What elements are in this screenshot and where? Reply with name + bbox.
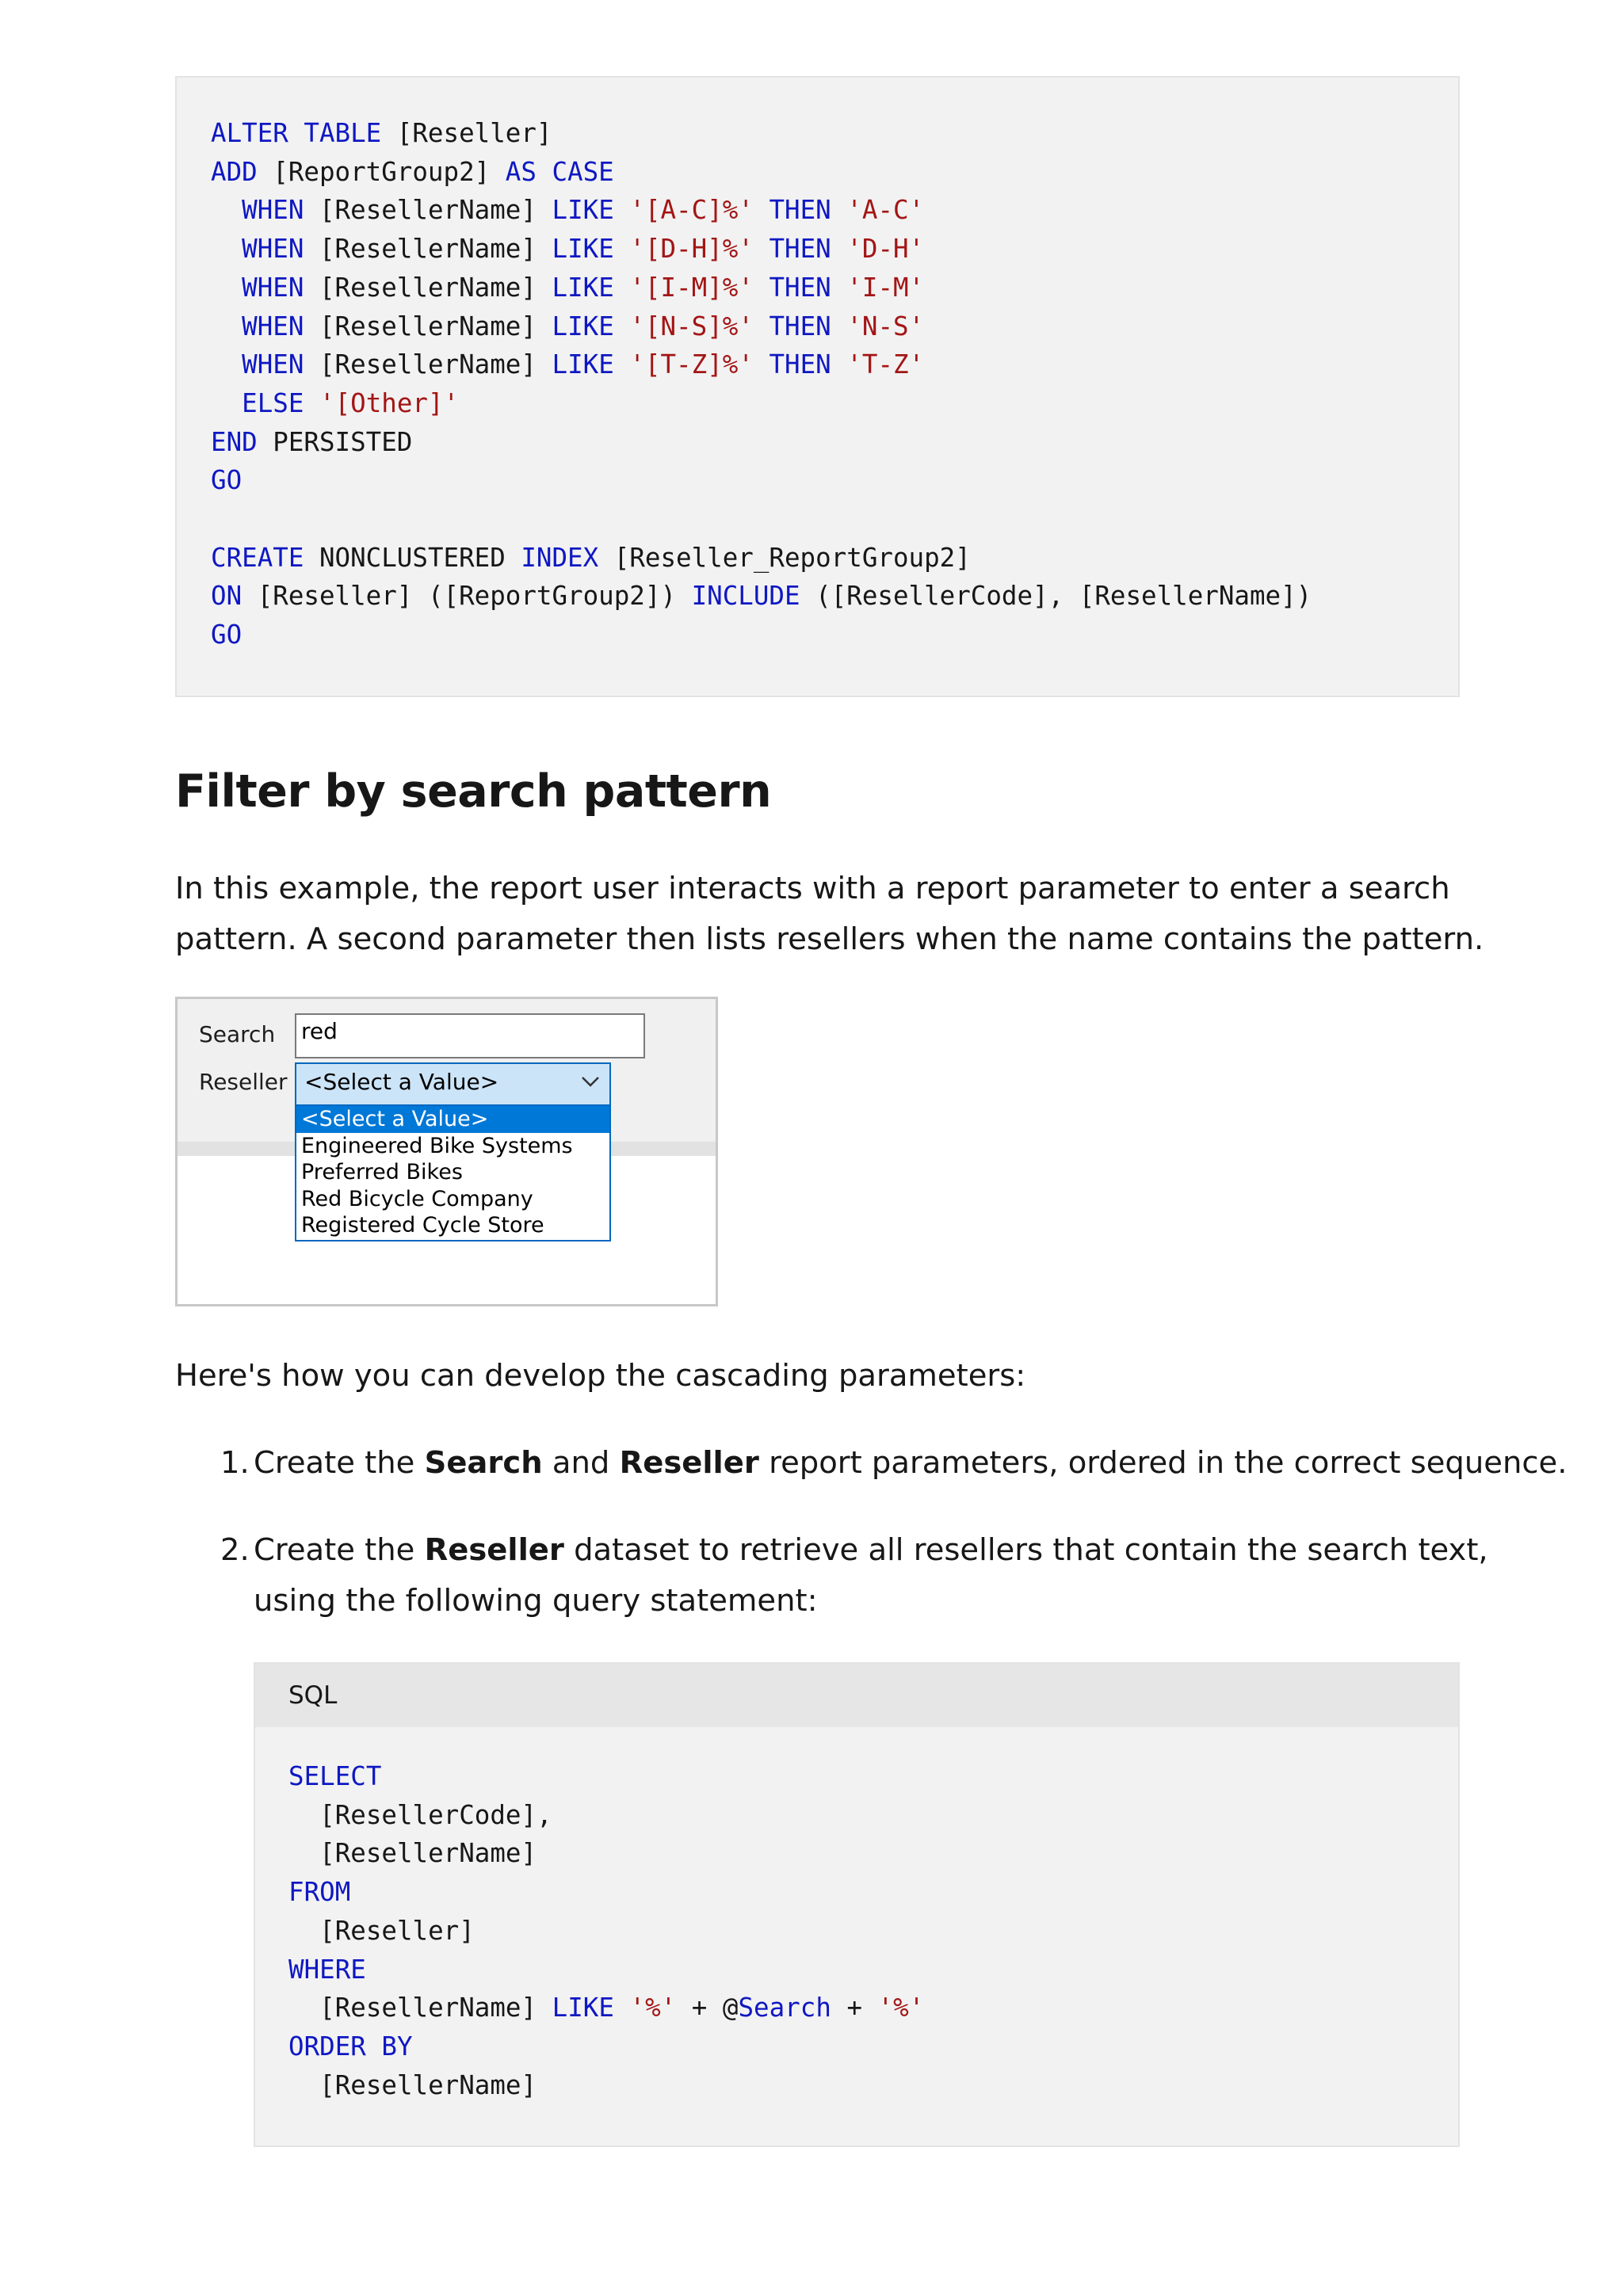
code-keyword: END [211, 426, 258, 457]
code-token [754, 273, 769, 303]
code-keyword: GO [211, 465, 242, 496]
dropdown-option[interactable]: <Select a Value> [296, 1106, 609, 1133]
step-2-reseller: Reseller [424, 1532, 564, 1568]
code-token: [ResellerName] [288, 1993, 552, 2023]
code-line [211, 153, 1312, 192]
code-line [211, 191, 1312, 230]
step-1-text [254, 1438, 1567, 1489]
code-token [614, 195, 630, 225]
code-token: [ResellerName] [304, 311, 552, 341]
code-line [211, 230, 1312, 269]
code-keyword: LIKE [552, 234, 614, 265]
step-2-part: Create the [254, 1532, 425, 1568]
code-keyword: ON [211, 581, 242, 612]
steps-intro: Here's how you can develop the cascading parameters: [175, 1358, 1026, 1394]
search-label: Search [199, 1021, 276, 1047]
code-line [288, 2027, 924, 2066]
step-2-text [254, 1525, 1488, 1576]
code-keyword: THEN [769, 311, 831, 341]
code-keyword: WHEN [242, 349, 304, 380]
code-token [614, 349, 630, 379]
code-keyword: THEN [769, 272, 831, 303]
code-token: [Reseller] [288, 1915, 475, 1946]
code-line [288, 1873, 924, 1912]
code-token: [ReportGroup2] [257, 156, 506, 187]
code-keyword: WHEN [242, 272, 304, 303]
code-keyword: GO [211, 620, 242, 650]
code-keyword: WHEN [242, 234, 304, 265]
code-line [211, 307, 1312, 346]
code-token: [ResellerName] [304, 234, 552, 265]
code-string: '[I-M]%' [629, 272, 754, 303]
code-token [211, 388, 242, 418]
code-token [614, 273, 630, 303]
code-token: NONCLUSTERED [304, 542, 521, 573]
code-line [288, 1951, 924, 1989]
code-string: '%' [877, 1993, 925, 2023]
code-keyword: LIKE [552, 1993, 614, 2023]
code-language-label: SQL [288, 1681, 338, 1710]
code-token [211, 349, 242, 379]
step-2-part: dataset to retrieve all resellers that contain the search text, [563, 1532, 1488, 1568]
code-token [211, 234, 242, 264]
code-string: '[N-S]%' [629, 311, 754, 341]
intro-paragraph-line-1: In this example, the report user interacts with a report parameter to enter a search [175, 871, 1450, 906]
dropdown-option[interactable]: Registered Cycle Store [301, 1213, 544, 1238]
code-keyword: LIKE [552, 349, 614, 380]
code-token: PERSISTED [257, 426, 413, 457]
code-token [211, 195, 242, 225]
code-line [211, 384, 1312, 423]
code-keyword: ELSE [242, 387, 304, 418]
code-token: [ResellerName] [288, 1838, 537, 1869]
code-token: ([ResellerCode], [ResellerName]) [800, 581, 1312, 612]
code-keyword: WHEN [242, 195, 304, 226]
reseller-select[interactable] [295, 1062, 611, 1106]
code-token [831, 311, 847, 341]
code-keyword: LIKE [552, 272, 614, 303]
code-string: '[T-Z]%' [629, 349, 754, 380]
code-block-alter-table [175, 76, 1460, 697]
code-line [288, 1757, 924, 1796]
step-1-part: report parameters, ordered in the correct sequence. [758, 1445, 1568, 1481]
code-keyword: INCLUDE [691, 581, 800, 612]
code-line [288, 2066, 924, 2105]
step-2-text-line-2: using the following query statement: [254, 1583, 818, 1619]
code-token [754, 311, 769, 341]
code-string: 'T-Z' [846, 349, 925, 380]
code-line [211, 461, 1312, 500]
code-token: [ResellerName] [304, 272, 552, 303]
step-1-search: Search [424, 1445, 543, 1481]
code-token [211, 273, 242, 303]
code-header [255, 1664, 1458, 1727]
code-token: [Reseller] [381, 118, 552, 148]
code-keyword: CREATE [211, 542, 304, 573]
code-block-sql-query [254, 1662, 1460, 2147]
code-keyword: WHERE [288, 1954, 366, 1985]
code-token: [ResellerCode], [288, 1799, 552, 1830]
step-1-part: and [542, 1445, 620, 1481]
code-line [288, 1834, 924, 1873]
code-token [211, 311, 242, 341]
code-token [614, 311, 630, 341]
code-keyword: LIKE [552, 311, 614, 341]
code-token [754, 349, 769, 379]
code-keyword: ADD [211, 156, 258, 187]
list-number-2: 2. [220, 1532, 250, 1568]
code-token: + [831, 1993, 878, 2023]
code-keyword: WHEN [242, 311, 304, 341]
code-line [288, 1796, 924, 1835]
code-line [211, 345, 1312, 384]
code-string: 'I-M' [846, 272, 925, 303]
code-token [831, 234, 847, 264]
reseller-dropdown-list [295, 1104, 611, 1241]
code-token [831, 195, 847, 225]
code-token [831, 349, 847, 379]
code-token [304, 388, 319, 418]
code-text [288, 1757, 924, 2104]
code-keyword: THEN [769, 349, 831, 380]
parameter-screenshot [175, 997, 718, 1306]
code-line [211, 616, 1312, 654]
step-1-part: Create the [254, 1445, 425, 1481]
code-token: [Reseller_ReportGroup2] [598, 542, 971, 573]
code-line [288, 1912, 924, 1951]
code-token: [ResellerName] [288, 2069, 537, 2100]
code-token [754, 195, 769, 225]
code-token [614, 234, 630, 264]
step-1-reseller: Reseller [619, 1445, 759, 1481]
code-token: + @ [676, 1993, 739, 2023]
code-string: 'N-S' [846, 311, 925, 341]
code-keyword: ALTER TABLE [211, 118, 382, 148]
intro-paragraph-line-2: pattern. A second parameter then lists resellers when the name contains the pattern. [175, 921, 1484, 957]
code-string: 'A-C' [846, 195, 925, 226]
code-text [211, 114, 1312, 654]
list-number-1: 1. [220, 1445, 250, 1481]
code-string: '[Other]' [319, 387, 460, 418]
dropdown-option[interactable]: Red Bicycle Company [301, 1186, 533, 1211]
code-line [211, 577, 1312, 616]
code-keyword: INDEX [521, 542, 599, 573]
code-keyword: AS CASE [505, 156, 614, 187]
code-token: [ResellerName] [304, 349, 552, 380]
code-line [211, 423, 1312, 462]
code-keyword: ORDER BY [288, 2031, 413, 2061]
code-token [831, 273, 847, 303]
code-line [211, 114, 1312, 153]
code-token: [ResellerName] [304, 195, 552, 226]
code-string: '%' [629, 1993, 677, 2023]
code-string: '[D-H]%' [629, 234, 754, 265]
code-string: 'D-H' [846, 234, 925, 265]
search-input[interactable]: red [295, 1013, 645, 1058]
section-heading: Filter by search pattern [175, 765, 772, 818]
dropdown-option[interactable]: Preferred Bikes [301, 1160, 463, 1184]
code-keyword: THEN [769, 234, 831, 265]
chevron-down-icon [581, 1075, 600, 1088]
code-keyword: LIKE [552, 195, 614, 226]
code-keyword: SELECT [288, 1761, 382, 1791]
code-token: [Reseller] ([ReportGroup2]) [242, 581, 692, 612]
code-line [211, 500, 1312, 539]
reseller-label: Reseller [199, 1069, 288, 1095]
code-token [614, 1993, 630, 2023]
code-keyword: Search [738, 1993, 831, 2023]
code-string: '[A-C]%' [629, 195, 754, 226]
reseller-select-value: <Select a Value> [304, 1069, 499, 1095]
code-line [211, 269, 1312, 307]
code-token [754, 234, 769, 264]
code-keyword: FROM [288, 1877, 351, 1908]
dropdown-option[interactable]: Engineered Bike Systems [301, 1133, 573, 1158]
code-keyword: THEN [769, 195, 831, 226]
code-line [211, 539, 1312, 578]
code-line [288, 1989, 924, 2027]
